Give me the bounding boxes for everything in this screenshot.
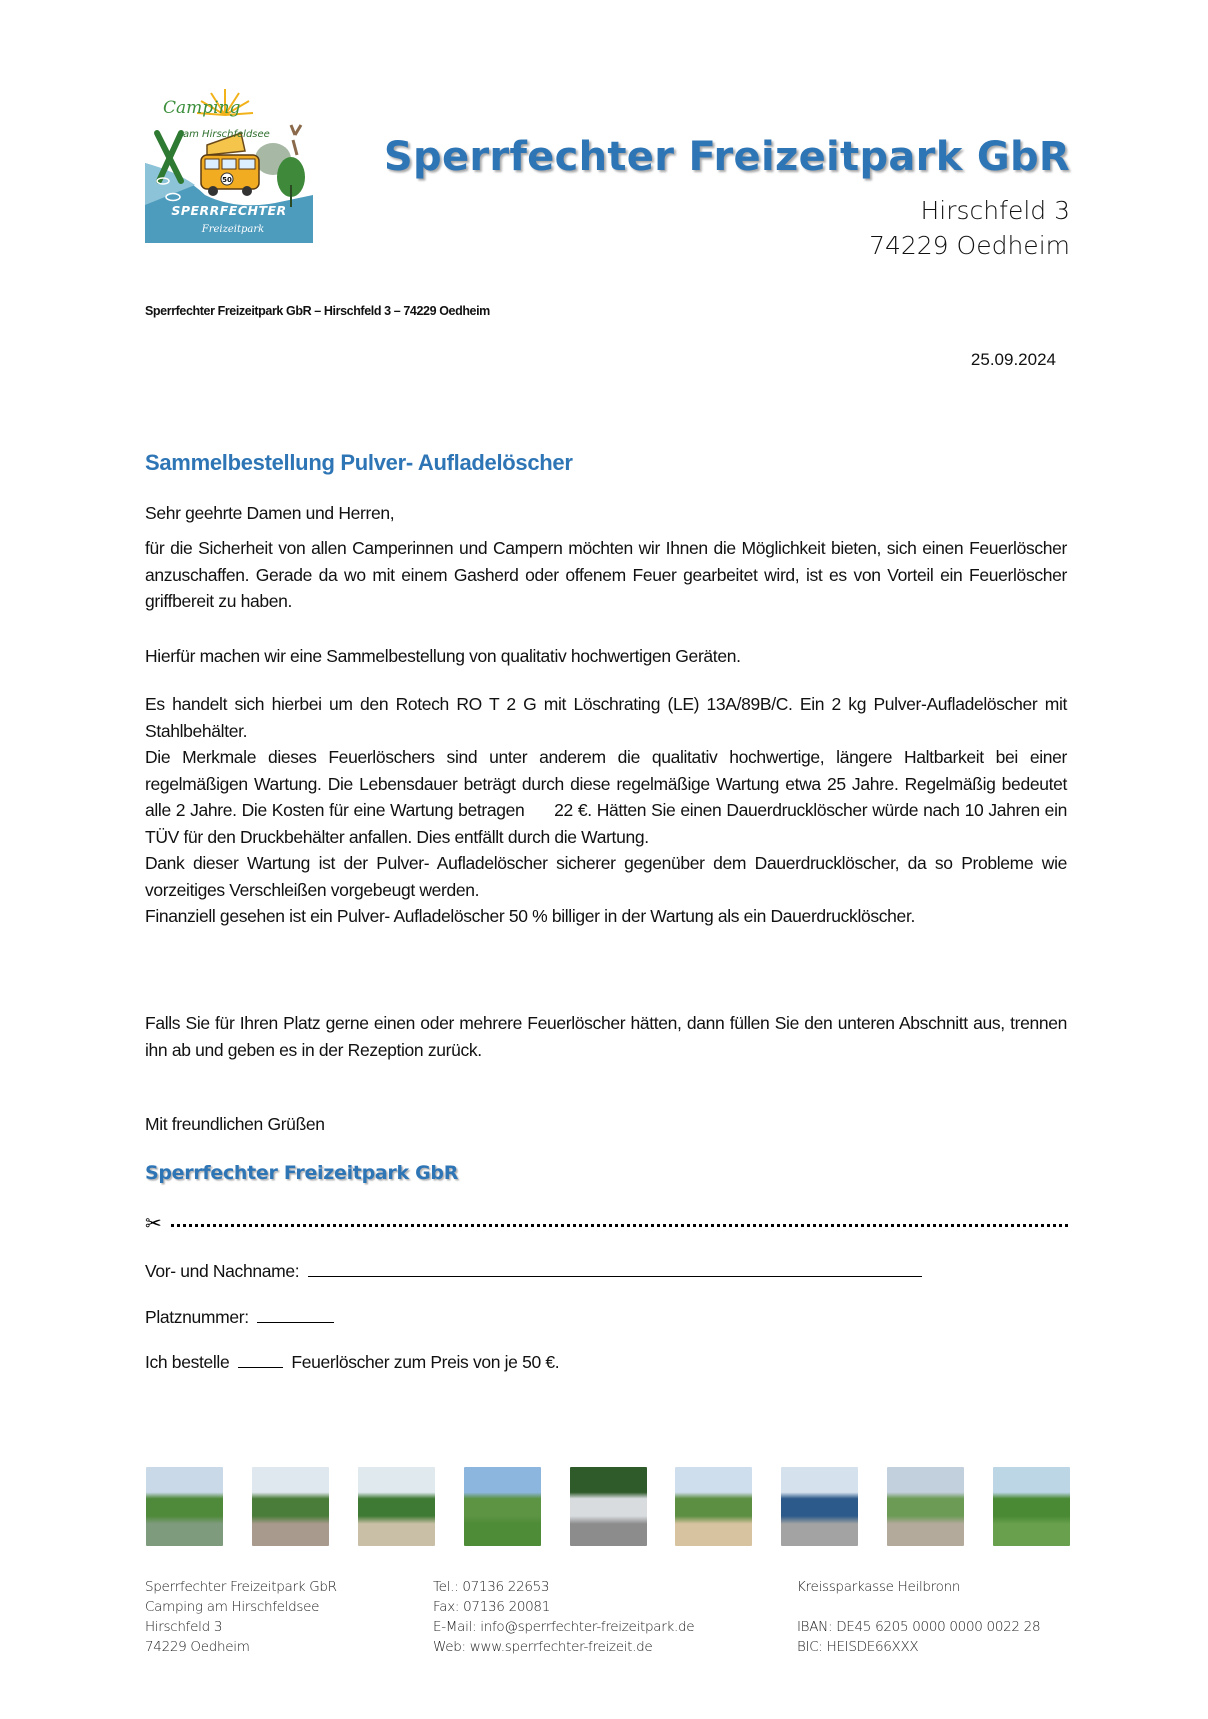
- svg-text:Camping: Camping: [163, 98, 241, 118]
- company-address-street: Hirschfeld 3: [920, 196, 1070, 225]
- form-row-order: [145, 1351, 559, 1373]
- letter-subject: Sammelbestellung Pulver- Aufladelöscher: [145, 450, 573, 475]
- svg-text:am Hirschfeldsee: am Hirschfeldsee: [183, 129, 270, 140]
- photo-thumbnail-cloudy-sky-path: [887, 1467, 964, 1546]
- photo-strip: [146, 1467, 1070, 1547]
- closing-greeting: Mit freundlichen Grüßen: [145, 1114, 325, 1134]
- footer-spacer: [797, 1597, 1040, 1617]
- name-field[interactable]: [308, 1260, 922, 1277]
- paragraph-text: Finanziell gesehen ist ein Pulver- Aufladelöscher 50 % billiger in der Wartung als ein Dauerdrucklöscher.: [145, 906, 915, 926]
- dashed-divider: [171, 1224, 1068, 1227]
- footer-company-name: Sperrfechter Freizeitpark GbR: [145, 1579, 337, 1595]
- salutation-text: Sehr geehrte Damen und Herren,: [145, 503, 395, 523]
- company-name-heading: Sperrfechter Freizeitpark GbR: [383, 134, 1070, 180]
- sender-return-address: Sperrfechter Freizeitpark GbR – Hirschfeld 3 – 74229 Oedheim: [145, 304, 490, 318]
- footer-iban: IBAN: DE45 6205 0000 0000 0022 28: [797, 1619, 1041, 1635]
- platz-label: Platznummer:: [145, 1307, 249, 1327]
- paragraph-intro: [145, 535, 1067, 615]
- photo-thumbnail-reception-building: [781, 1467, 858, 1546]
- company-logo: [145, 85, 313, 243]
- svg-text:SPERRFECHTER: SPERRFECHTER: [171, 203, 287, 218]
- cut-here-line: [145, 1214, 1068, 1234]
- order-suffix: Feuerlöscher zum Preis von je 50 €.: [291, 1352, 560, 1372]
- paragraph-text: Falls Sie für Ihren Platz gerne einen oder mehrere Feuerlöscher hätten, dann füllen Sie den unteren Abschnitt aus, trennen ihn ab und geben es in der Rezeption zurück.: [145, 1013, 1067, 1060]
- form-row-name: [145, 1260, 922, 1282]
- svg-text:50: 50: [222, 176, 232, 184]
- name-label: Vor- und Nachname:: [145, 1261, 300, 1281]
- footer-company-info: [145, 1577, 337, 1657]
- photo-thumbnail-pedal-boats: [252, 1467, 329, 1546]
- paragraph-text: Die Merkmale dieses Feuerlöschers sind unter anderem die qualitativ hochwertige, längere Haltbarkeit bei einer regelmäßigen Wartung. Die Lebensdauer beträgt durch diese regelmäßige Wartung etwa 25 Jahre. Regelmäßig bedeutet alle 2 Jahre. Die Kosten für eine Wartung betragen 22 €. Hätten Sie einen Dauerdrucklöscher würde nach 10 Jahren ein TÜV für den Druckbehälter anfallen. Dies entfällt durch die Wartung.: [145, 747, 1072, 847]
- salutation: [145, 500, 1067, 527]
- order-prefix: Ich bestelle: [145, 1352, 230, 1372]
- camping-logo-icon: [145, 85, 313, 243]
- paragraph-order-info: [145, 643, 1067, 670]
- photo-thumbnail-caravans: [570, 1467, 647, 1546]
- footer-bank-name: Kreissparkasse Heilbronn: [797, 1579, 961, 1595]
- paragraph-text: Es handelt sich hierbei um den Rotech RO T 2 G mit Löschrating (LE) 13A/89B/C. Ein 2 kg Pulver-Aufladelöscher mit Stahlbehälter.: [145, 694, 1067, 741]
- paragraph-text: Hierfür machen wir eine Sammelbestellung von qualitativ hochwertigen Geräten.: [145, 646, 741, 666]
- photo-thumbnail-playground-trees: [993, 1467, 1070, 1546]
- letter-date: 25.09.2024: [970, 350, 1056, 369]
- footer-phone: Tel.: 07136 22653: [433, 1579, 550, 1595]
- paragraph-text: Dank dieser Wartung ist der Pulver- Aufladelöscher sicherer gegenüber dem Dauerdrucklöscher, da so Probleme wie vorzeitiges Verschleißen vorgebeugt werden.: [145, 853, 1067, 900]
- footer-web-link[interactable]: Web: www.sperrfechter-freizeit.de: [433, 1639, 653, 1655]
- paragraph-instructions: [145, 1010, 1067, 1063]
- photo-thumbnail-lake-angler: [146, 1467, 223, 1546]
- paragraph-product-details: [145, 691, 1072, 930]
- footer-bic: BIC: HEISDE66XXX: [797, 1639, 919, 1655]
- scissors-icon: ✂: [145, 1213, 162, 1235]
- form-row-platz: [145, 1306, 334, 1328]
- footer-city: 74229 Oedheim: [145, 1639, 250, 1655]
- footer-bank-info: [797, 1577, 1040, 1657]
- svg-text:Freizeitpark: Freizeitpark: [201, 224, 265, 235]
- footer-fax: Fax: 07136 20081: [433, 1599, 551, 1615]
- quantity-field[interactable]: [238, 1351, 283, 1368]
- footer-campsite-name: Camping am Hirschfeldsee: [145, 1599, 320, 1615]
- footer-email-link[interactable]: E-Mail: info@sperrfechter-freizeitpark.de: [433, 1619, 695, 1635]
- photo-thumbnail-lakeside-chair: [358, 1467, 435, 1546]
- photo-thumbnail-boule-court: [675, 1467, 752, 1546]
- company-address-city: 74229 Oedheim: [869, 231, 1070, 260]
- platz-number-field[interactable]: [257, 1306, 334, 1323]
- paragraph-text: für die Sicherheit von allen Camperinnen und Campern möchten wir Ihnen die Möglichkeit bieten, sich einen Feuerlöscher anzuschaffen. Gerade da wo mit einem Gasherd oder offenem Feuer gearbeitet wird, ist es von Vorteil ein Feuerlöscher griffbereit zu haben.: [145, 538, 1067, 611]
- footer-contact-info: [433, 1577, 694, 1657]
- photo-thumbnail-meadow-tents: [464, 1467, 541, 1546]
- signature-company: Sperrfechter Freizeitpark GbR: [145, 1162, 459, 1184]
- footer-street: Hirschfeld 3: [145, 1619, 223, 1635]
